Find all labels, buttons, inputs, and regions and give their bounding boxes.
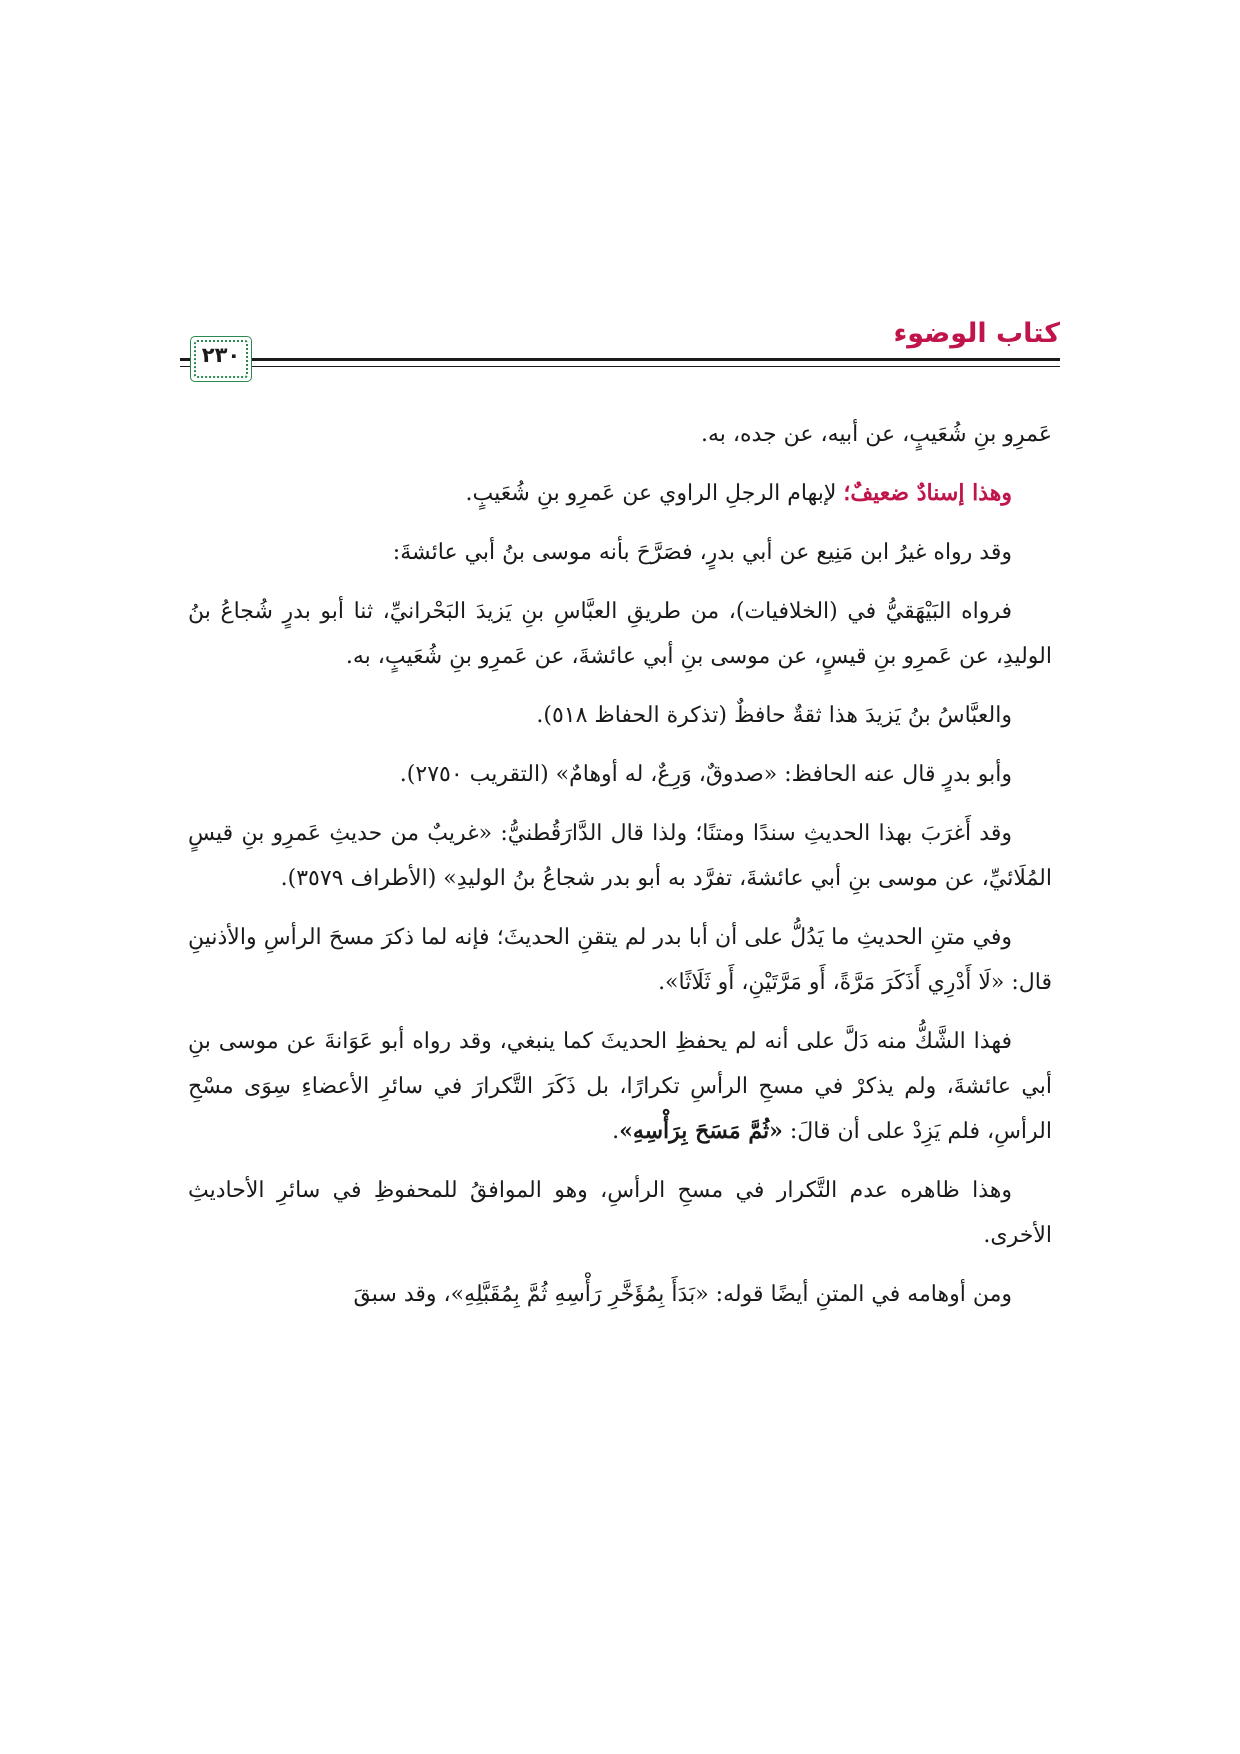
page-number: ٢٣٠: [201, 343, 241, 367]
header-rule-thick: [180, 358, 1060, 361]
paragraph: والعبَّاسُ بنُ يَزيدَ هذا ثقةٌ حافظٌ (تذكرة الحفاظ ٥١٨).: [536, 703, 1012, 728]
paragraph: وقد رواه غيرُ ابن مَنِيع عن أبي بدرٍ، فصَرَّحَ بأنه موسى بنُ أبي عائشةَ:: [392, 540, 1012, 565]
paragraph: ومن أوهامه في المتنِ أيضًا قوله: «بَدَأَ بِمُؤَخَّرِ رَأْسِهِ ثُمَّ بِمُقَبَّلِهِ»، وقد سبقَ: [353, 1282, 1012, 1307]
paragraph: وهذا ظاهره عدم التَّكرار في مسحِ الرأسِ، وهو الموافقُ للمحفوظِ في سائرِ الأحاديثِ الأخرى.: [188, 1178, 1052, 1248]
highlighted-ruling: وهذا إسنادٌ ضعيفٌ؛: [843, 480, 1012, 506]
page-number-frame: [190, 336, 252, 382]
paragraph: [188, 471, 1052, 516]
paragraph-text: .: [612, 1119, 620, 1144]
text-body: [188, 412, 1052, 1331]
paragraph: وفي متنِ الحديثِ ما يَدُلُّ على أن أبا بدر لم يتقنِ الحديثَ؛ فإنه لما ذكرَ مسحَ الرأسِ والأذنينِ قال: «لَا أَدْرِي أَذَكَرَ مَرَّةً، أَو مَرَّتَيْنِ، أَو ثَلَاثًا».: [188, 925, 1052, 995]
paragraph: وقد أَغرَبَ بهذا الحديثِ سندًا ومتنًا؛ ولذا قال الدَّارَقُطنيُّ: «غريبٌ من حديثِ عَمرِو بنِ قيسٍ المُلَائيِّ، عن موسى بنِ أبي عائشةَ، تفرَّد به أبو بدر شجاعُ بنُ الوليدِ» (الأطراف ٣٥٧٩).: [188, 821, 1052, 891]
paragraph: فرواه البَيْهَقيُّ في (الخلافيات)، من طريقِ العبَّاسِ بنِ يَزيدَ البَحْرانيِّ، ثنا أبو بدرٍ شُجاعُ بنُ الوليدِ، عن عَمرِو بنِ قيسٍ، عن موسى بنِ أبي عائشةَ، عن عَمرِو بنِ شُعَيبٍ، به.: [188, 599, 1052, 669]
hadith-quote-bold: «ثُمَّ مَسَحَ بِرَأْسِهِ»: [619, 1118, 783, 1144]
paragraph-text: لإبهام الرجلِ الراوي عن عَمرِو بنِ شُعَيبٍ.: [465, 481, 844, 506]
header-rule-thin: [180, 366, 1060, 367]
paragraph: عَمرِو بنِ شُعَيبٍ، عن أبيه، عن جده، به.: [700, 422, 1052, 447]
page-header: [180, 310, 1060, 400]
chapter-title: كتاب الوضوء: [893, 318, 1060, 349]
paragraph: وأبو بدرٍ قال عنه الحافظ: «صدوقٌ، وَرِعٌ، له أوهامٌ» (التقريب ٢٧٥٠).: [399, 762, 1012, 787]
paragraph-text: فهذا الشَّكُّ منه دَلَّ على أنه لم يحفظِ الحديثَ كما ينبغي، وقد رواه أبو عَوَانةَ عن موسى بنِ أبي عائشةَ، ولم يذكرْ في مسحِ الرأسِ تكرارًا، بل ذَكَرَ التَّكرارَ في سائرِ الأعضاءِ سِوَى مسْحِ الرأسِ، فلم يَزِدْ على أن قالَ:: [188, 1029, 1052, 1144]
paragraph: [188, 1019, 1052, 1154]
